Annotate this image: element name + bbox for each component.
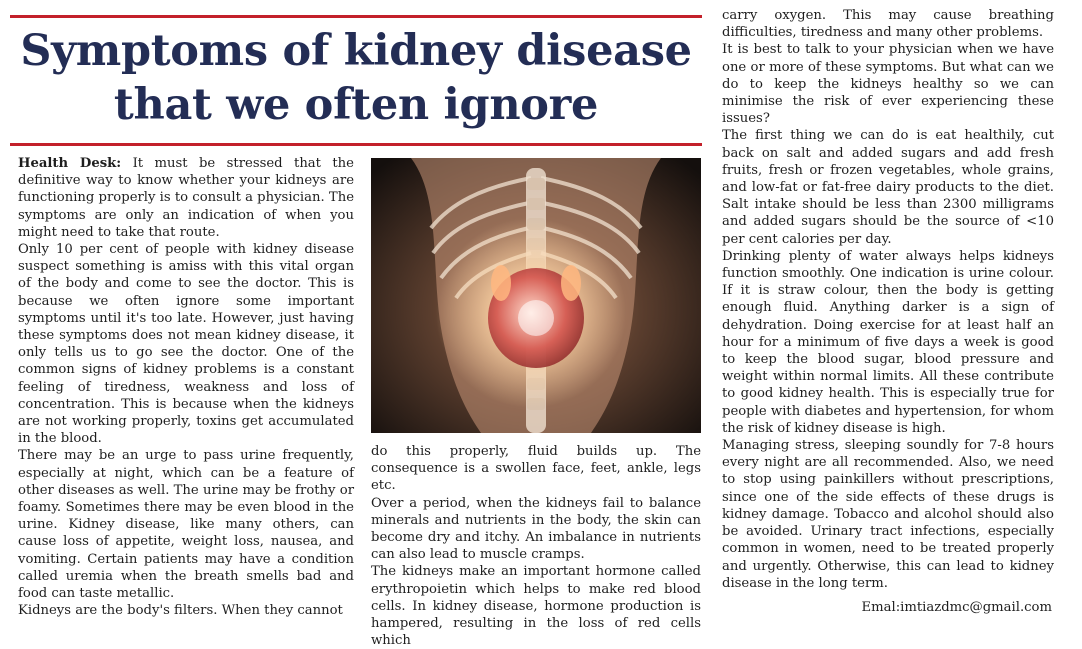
lead-label: Health Desk: [18, 156, 122, 171]
paragraph: Drinking plenty of water always helps kidneys function smoothly. One indication is urine colour. If it is straw colour, then the body is getting enough fluid. Anything darker is a sign of dehydration. Doing exercise for at least half an hour for a minimum of five days a week is good to keep the blood sugar, blood pressure and weight within normal limits. All these contribute to good kidney health. This is especially true for people with diabetes and hypertension, for whom the risk of kidney disease is high. [722, 248, 1054, 436]
column-2 [371, 443, 701, 649]
paragraph: There may be an urge to pass urine frequently, especially at night, which can be a feature of other diseases as well. The urine may be frothy or foamy. Sometimes there may be even blood in the urine. Kidney disease, like many others, can cause loss of appetite, weight loss, nausea, and vomiting. Certain patients may have a condition called uremia when the breath smells bad and food can taste metallic. [18, 448, 354, 602]
top-rule [10, 15, 702, 18]
paragraph: Kidneys are the body's filters. When they cannot [18, 603, 343, 619]
column-1 [18, 155, 354, 619]
torso-illustration-graphic [371, 158, 701, 433]
paragraph: It is best to talk to your physician when we have one or more of these symptoms. But what can we do to keep the kidneys healthy so we can minimise the risk of ever experiencing these issues? [722, 42, 1054, 127]
paragraph [18, 155, 354, 241]
paragraph: Over a period, when the kidneys fail to balance minerals and nutrients in the body, the skin can become dry and itchy. An imbalance in nutrients can also lead to muscle cramps. [371, 495, 701, 563]
bottom-rule [10, 143, 702, 146]
paragraph: The kidneys make an important hormone called erythropoietin which helps to make red blood cells. In kidney disease, hormone production is hampered, resulting in the loss of red cells which [371, 564, 701, 649]
paragraph: The first thing we can do is eat healthily, cut back on salt and added sugars and add fresh fruits, fresh or frozen vegetables, whole grains, and low-fat or fat-free dairy products to the diet. Salt intake should be less than 2300 milligrams and added sugars should be the source of <10 per cent calories per day. [722, 128, 1054, 247]
paragraph-text: It must be stressed that the definitive way to know whether your kidneys are functioning properly is to consult a physician. The symptoms are only an indication of when you might need to take that route. [18, 156, 354, 240]
paragraph: Only 10 per cent of people with kidney disease suspect something is amiss with this vital organ of the body and come to see the doctor. This is because we often ignore some important symptoms until it's too late. However, just having these symptoms does not mean kidney disease, it only tells us to go see the doctor. One of the common signs of kidney problems is a constant feeling of tiredness, weakness and loss of concentration. This is because when the kidneys are not working properly, toxins get accumulated in the blood. [18, 242, 354, 447]
paragraph: do this properly, fluid builds up. The consequence is a swollen face, feet, ankle, legs etc. [371, 444, 701, 494]
article-title: Symptoms of kidney disease that we often ignore [20, 26, 692, 130]
paragraph: carry oxygen. This may cause breathing difficulties, tiredness and many other problems. [722, 8, 1054, 41]
paragraph: Managing stress, sleeping soundly for 7-8 hours every night are all recommended. Also, we need to stop using painkillers without prescriptions, since one of the side effects of these drugs is kidney damage. Tobacco and alcohol should also be avoided. Urinary tract infections, especially common in women, need to be treated properly and urgently. Otherwise, this can lead to kidney disease in the long term. [722, 438, 1054, 591]
column-3 [722, 7, 1054, 592]
author-email: Emal:imtiazdmc@gmail.com [861, 600, 1052, 615]
torso-kidneys-illustration [371, 158, 701, 433]
